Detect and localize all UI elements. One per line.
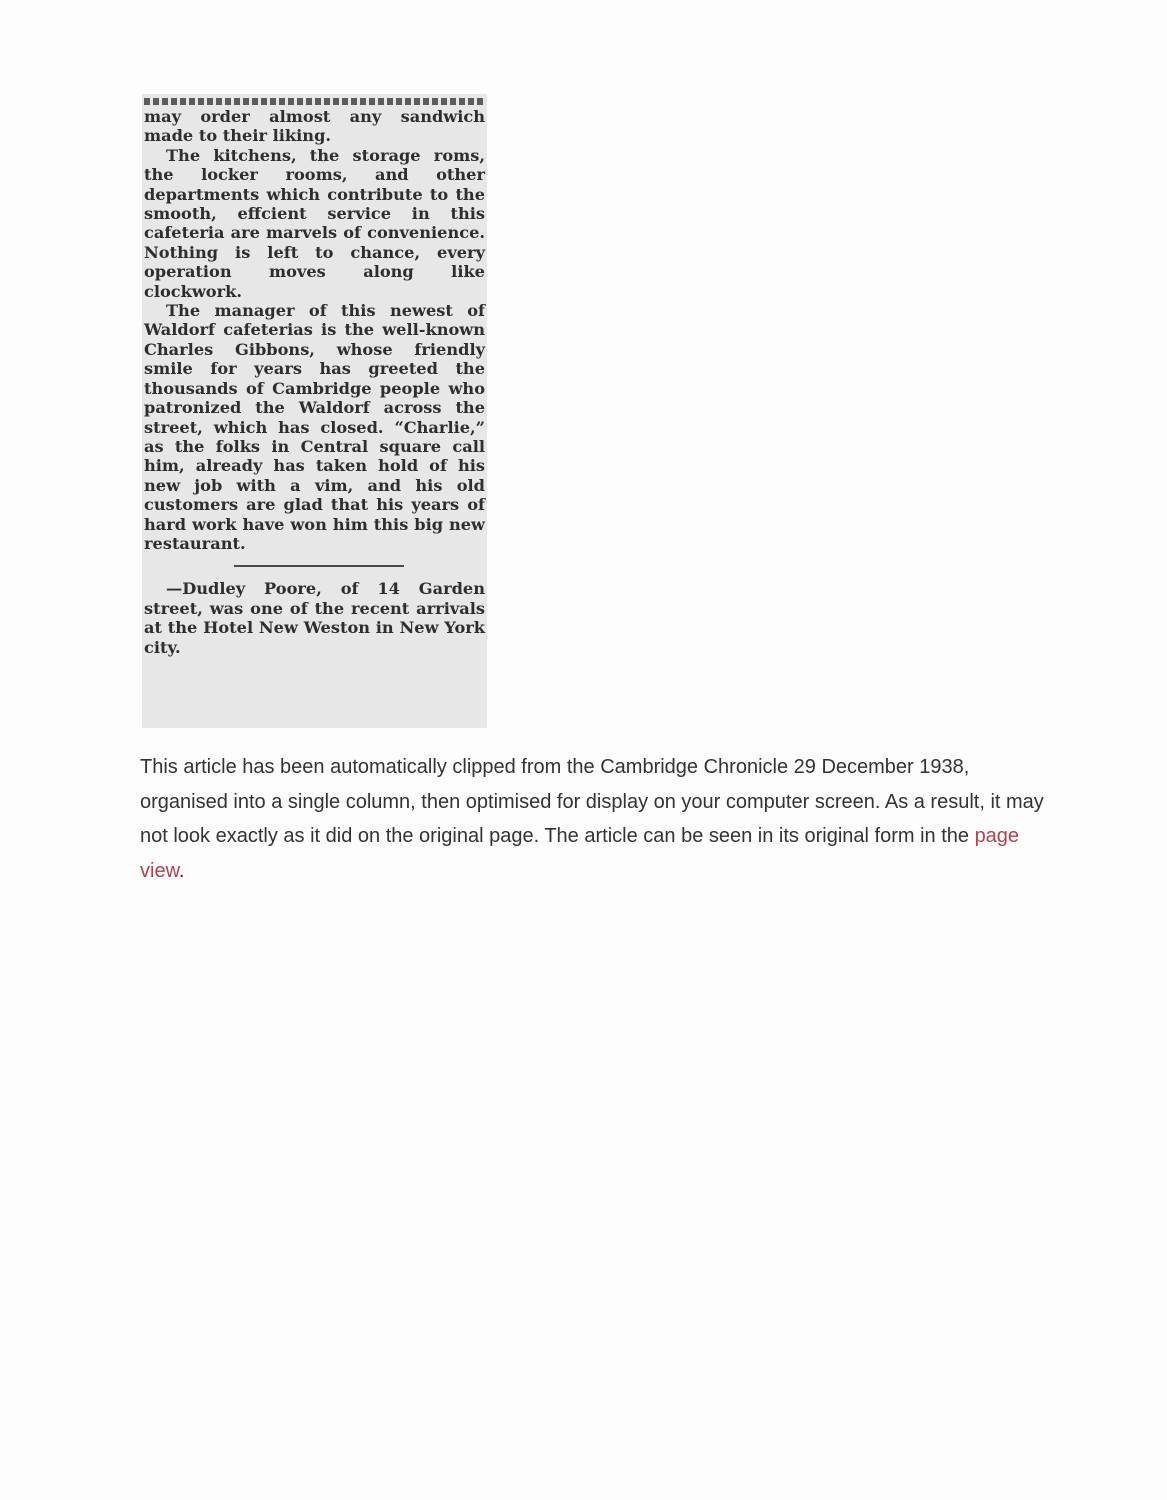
clipping-paragraph: The manager of this newest of Waldorf cafeterias is the well-known Charles Gibbons, whose friendly smile for years has greeted the thousands of Cambridge people who patronized the Waldorf across the street, which has closed. “Charlie,” as the folks in Central square call him, already has taken hold of his new job with a vim, and his old customers are glad that his years of hard work have won him this big new restaurant. xyxy=(144,301,485,553)
clipping-paragraph: —Dudley Poore, of 14 Garden street, was one of the recent arrivals at the Hotel New Weston in New York city. xyxy=(144,579,485,657)
clipping-paragraph: The kitchens, the storage roms, the locker rooms, and other departments which contribute to the smooth, effcient service in this cafeteria are marvels of convenience. Nothing is left to chance, every operation moves along like clockwork. xyxy=(144,145,485,301)
clipped-top-line xyxy=(144,98,485,105)
notice-text-end: . xyxy=(178,859,185,882)
page-view-link[interactable]: page view xyxy=(140,825,1020,882)
clipping-paragraph: may order almost any sandwich made to their liking. xyxy=(144,107,485,146)
clipping-divider xyxy=(234,565,404,567)
clipping-notice xyxy=(140,750,1060,888)
newspaper-clipping xyxy=(142,94,487,728)
notice-text: This article has been automatically clipped from the Cambridge Chronicle 29 December 1938, organised into a single column, then optimised for display on your computer screen. As a result, it may not look exactly as it did on the original page. The article can be seen in its original form in the xyxy=(140,756,1044,847)
